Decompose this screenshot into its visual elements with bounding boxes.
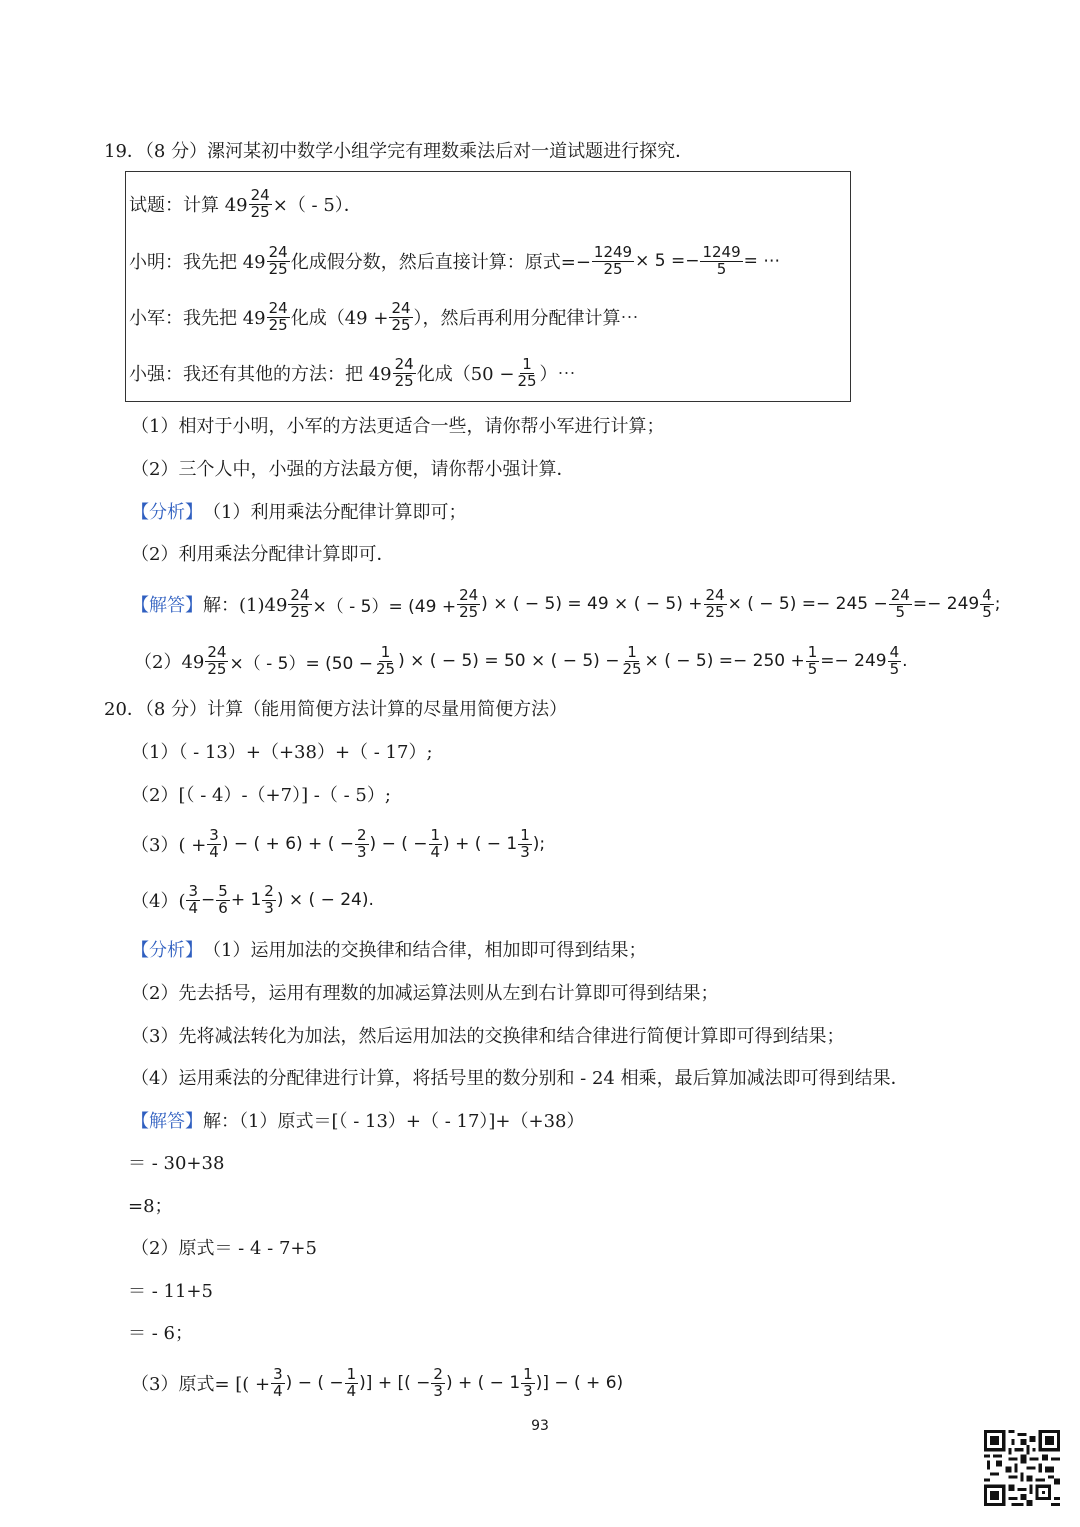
q20-solution-6: ＝ - 6；	[128, 1323, 193, 1344]
q20-solution-1: 【解答】 解：（1）原式＝[（ - 13）+（ - 17）]+（+38）	[131, 1111, 585, 1132]
fraction-1-3: 1 3	[520, 825, 530, 861]
q20-solution-7: （3）原式= [( + $\frac{3}{4}$ ) − ( − $\frac{1}{4}$ )] + [( − $\frac{2}{3}$ ) + ( − 1 1 3 )] − ( + 6)	[131, 1364, 624, 1400]
box-line-xiaojun: 小军：我先把 49 24 25 化成（49 + $\frac{24}{25}$ ），然后再利用分配律计算⋯	[129, 298, 639, 334]
q20-analysis-3: （3）先将减法转化为加法，然后运用加法的交换律和结合律进行简便计算即可得到结果；	[131, 1026, 845, 1047]
fraction-2-3: $\frac{2}{3}$	[356, 825, 367, 861]
fraction-24-25: $\frac{24}{25}$	[391, 298, 411, 334]
fraction-2-3: 2 3	[264, 881, 274, 917]
q20-analysis-1: 【分析】 （1）运用加法的交换律和结合律，相加即可得到结果；	[131, 940, 647, 961]
fraction-24-25: $\frac{24}{25}$	[290, 585, 310, 621]
fraction-24-25: $\frac{24}{25}$	[459, 585, 479, 621]
fraction-2-3: $\frac{2}{3}$	[433, 1364, 443, 1400]
fraction-1-25: $\frac{1}{25}$	[517, 354, 537, 390]
fraction-1-5: $\frac{1}{5}$	[807, 642, 818, 678]
box-line-xiaoming: 小明：我先把 49 24 25 化成假分数，然后直接计算：原式=− $\frac{1249}{25}$ × 5 =− $\frac{1249}{5}$ = ⋯	[129, 242, 781, 278]
page-number: 93	[531, 1418, 549, 1434]
fraction-24-25: $\frac{24}{25}$	[705, 585, 725, 621]
q20-part1: （1）（ - 13）+（+38）+（ - 17）;	[131, 742, 433, 763]
fraction-1-4: $\frac{1}{4}$	[346, 1364, 357, 1400]
fraction-4-5: 4 5	[889, 642, 900, 678]
fraction-24-25: 24 25	[268, 298, 288, 334]
fraction-1-3: 1 3	[523, 1364, 533, 1400]
fraction-1249-25: $\frac{1249}{25}$	[593, 242, 633, 278]
fraction-24-25: 24 25	[394, 354, 414, 390]
q20-solution-4: （2）原式＝ - 4 - 7+5	[131, 1238, 317, 1259]
box-line-problem: 试题：计算 49 $\frac{24}{25}$ ×（ - 5）．	[129, 185, 362, 221]
fraction-4-5: 4 5	[982, 585, 992, 621]
q20-solution-3: =8；	[128, 1196, 173, 1217]
fraction-3-4: $\frac{3}{4}$	[273, 1364, 283, 1400]
fraction-1-4: $\frac{1}{4}$	[430, 825, 441, 861]
fraction-1-25: $\frac{1}{25}$	[622, 642, 642, 678]
q20-solution-5: ＝ - 11+5	[128, 1281, 213, 1302]
q20-analysis-4: （4）运用乘法的分配律进行计算，将括号里的数分别和 - 24 相乘，最后算加减法即可得到结果．	[131, 1068, 909, 1089]
q20-header: 20．（8 分）计算（能用简便方法计算的尽量用简便方法）	[104, 699, 568, 720]
q19-analysis-1: 【分析】 （1）利用乘法分配律计算即可；	[131, 502, 467, 523]
q19-answer-2: （2）49 $\frac{24}{25}$ ×（ - 5）= (50 − $\frac{1}{25}$ ) × ( − 5) = 50 × ( − 5) − $\frac{1}{25}$ × ( − 5) =− 250 + $\frac{1}{5}$ =− 249 4 5 .	[134, 642, 908, 678]
fraction-1249-5: $\frac{1249}{5}$	[702, 242, 741, 278]
fraction-1-25: $\frac{1}{25}$	[376, 642, 396, 678]
q20-part3: （3）( + $\frac{3}{4}$ ) − ( + 6) + ( − $\frac{2}{3}$ ) − ( − $\frac{1}{4}$ ) + ( − 1 1 3 );	[131, 825, 546, 861]
q20-analysis-2: （2）先去括号，运用有理数的加减运算法则从左到右计算即可得到结果；	[131, 983, 719, 1004]
fraction-24-25: $\frac{24}{25}$	[207, 642, 227, 678]
fraction-3-4: $\frac{3}{4}$	[209, 825, 219, 861]
q19-sub2: （2）三个人中，小强的方法最方便，请你帮小强计算．	[131, 459, 575, 480]
q19-analysis-2: （2）利用乘法分配律计算即可．	[131, 544, 395, 565]
q19-sub1: （1）相对于小明，小军的方法更适合一些，请你帮小军进行计算；	[131, 416, 665, 437]
q20-part2: （2）[（ - 4）-（+7）] -（ - 5）;	[131, 785, 391, 806]
fraction-24-25: $\frac{24}{25}$	[250, 185, 270, 221]
q19-answer-1: 【解答】 解：(1)49 $\frac{24}{25}$ ×（ - 5）= (49 + $\frac{24}{25}$ ) × ( − 5) = 49 × ( − 5) + $\frac{24}{25}$ × ( − 5) =− 245 − $\frac{24}{5}$ =− 249 4 5 ;	[131, 585, 1001, 621]
box-line-xiaoqiang: 小强：我还有其他的方法：把 49 24 25 化成（50 − $\frac{1}{25}$ ）⋯	[129, 354, 576, 390]
q19-header: 19．（8 分）漯河某初中数学小组学完有理数乘法后对一道试题进行探究．	[104, 141, 694, 162]
fraction-5-6: $\frac{5}{6}$	[218, 881, 228, 917]
fraction-24-25: 24 25	[268, 242, 288, 278]
fraction-3-4: 3 4	[188, 881, 199, 917]
qr-code-icon	[984, 1430, 1060, 1506]
q20-part4: （4）( 3 4 − $\frac{5}{6}$ + 1 2 3 ) × ( − 24).	[131, 881, 374, 917]
fraction-24-5: $\frac{24}{5}$	[890, 585, 910, 621]
q20-solution-2: ＝ - 30+38	[128, 1153, 225, 1174]
